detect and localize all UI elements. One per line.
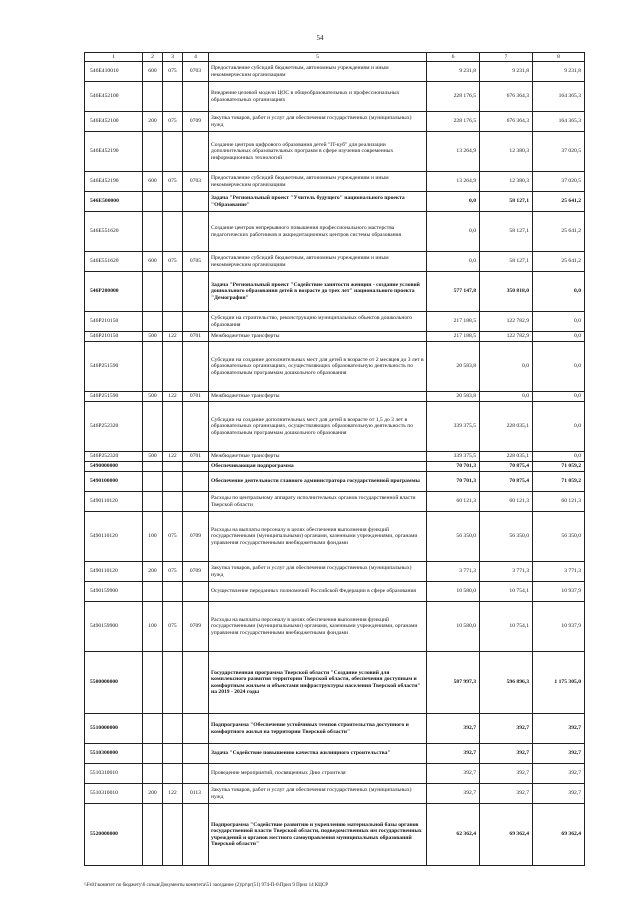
code-cell: 546E452100 — [85, 112, 143, 132]
section-cell — [143, 192, 163, 212]
value-2021-cell: 12 380,3 — [480, 172, 533, 192]
item-name-cell: Закупка товаров, работ и услуг для обеспечения государственных (муниципальных) нужд — [209, 562, 427, 582]
value-2021-cell: 228 035,1 — [480, 402, 533, 452]
target-cell — [183, 582, 209, 602]
value-2021-cell: 3 771,3 — [480, 562, 533, 582]
subsection-cell: 122 — [163, 392, 183, 402]
code-cell: 546E452190 — [85, 132, 143, 172]
target-cell: 0703 — [183, 62, 209, 82]
item-name-cell: Субсидии на строительство, реконструкцию муниципальных объектов дошкольного образования — [209, 312, 427, 332]
section-cell: 200 — [143, 562, 163, 582]
value-2020-cell: 228 176,5 — [427, 112, 480, 132]
section-cell: 600 — [143, 172, 163, 192]
value-2020-cell: 228 176,5 — [427, 82, 480, 112]
code-cell: 546P200000 — [85, 272, 143, 312]
section-cell — [143, 652, 163, 714]
section-cell: 100 — [143, 512, 163, 562]
table-row — [85, 212, 585, 252]
target-cell — [183, 402, 209, 452]
value-2022-cell: 71 059,2 — [533, 462, 585, 472]
subsection-cell: 075 — [163, 252, 183, 272]
subsection-cell: 075 — [163, 172, 183, 192]
code-cell: 5490159900 — [85, 602, 143, 652]
value-2022-cell: 3 771,3 — [533, 562, 585, 582]
value-2021-cell: 350 818,0 — [480, 272, 533, 312]
item-name-cell: Расходы на выплаты персоналу в целях обеспечения выполнения функций государственными (муниципальными) органами, казенными учреждениями, органами управления государственными внебюджетными фондами — [209, 512, 427, 562]
subsection-cell — [163, 462, 183, 472]
subsection-cell: 122 — [163, 452, 183, 462]
header-cell: 3 — [163, 53, 183, 62]
section-cell — [143, 342, 163, 392]
value-2022-cell: 37 020,5 — [533, 132, 585, 172]
item-name-cell: Задача "Региональный проект "Содействие занятости женщин - создание условий дошкольного образования детей в возрасте до трех лет" национального проекта "Демография" — [209, 272, 427, 312]
code-cell: 5490000000 — [85, 462, 143, 472]
section-cell — [143, 132, 163, 172]
subsection-cell: 075 — [163, 562, 183, 582]
item-name-cell: Предоставление субсидий бюджетным, автономным учреждениям и иным некоммерческим организациям — [209, 172, 427, 192]
value-2022-cell: 69 362,4 — [533, 804, 585, 866]
subsection-cell — [163, 212, 183, 252]
code-cell: 5520000000 — [85, 804, 143, 866]
code-cell: 546E500000 — [85, 192, 143, 212]
subsection-cell: 075 — [163, 512, 183, 562]
subsection-cell: 075 — [163, 112, 183, 132]
value-2022-cell: 25 641,2 — [533, 192, 585, 212]
table-row — [85, 62, 585, 82]
target-cell — [183, 312, 209, 332]
value-2021-cell: 596 896,3 — [480, 652, 533, 714]
subsection-cell: 122 — [163, 784, 183, 804]
section-cell — [143, 402, 163, 452]
target-cell: 0709 — [183, 512, 209, 562]
section-cell — [143, 472, 163, 492]
subsection-cell — [163, 312, 183, 332]
section-cell — [143, 212, 163, 252]
value-2020-cell: 339 375,5 — [427, 452, 480, 462]
value-2020-cell: 13 264,9 — [427, 132, 480, 172]
value-2020-cell: 217 188,5 — [427, 332, 480, 342]
value-2021-cell: 58 127,1 — [480, 252, 533, 272]
code-cell: 546E551620 — [85, 212, 143, 252]
table-row — [85, 492, 585, 512]
section-cell — [143, 804, 163, 866]
section-cell — [143, 82, 163, 112]
target-cell: 0113 — [183, 784, 209, 804]
header-cell: 8 — [533, 53, 585, 62]
value-2022-cell: 0,0 — [533, 402, 585, 452]
value-2022-cell: 10 937,9 — [533, 602, 585, 652]
code-cell: 5490110120 — [85, 512, 143, 562]
item-name-cell: Создание центров цифрового образования детей "IT-куб" для реализации дополнительных образовательных программ в сфере изучения современных информационных технологий — [209, 132, 427, 172]
table-row — [85, 392, 585, 402]
item-name-cell: Предоставление субсидий бюджетным, автономным учреждениям и иным некоммерческим организациям — [209, 252, 427, 272]
value-2020-cell: 20 583,8 — [427, 342, 480, 392]
target-cell: 0705 — [183, 252, 209, 272]
value-2022-cell: 392,7 — [533, 714, 585, 744]
value-2021-cell: 70 875,4 — [480, 472, 533, 492]
target-cell: 0701 — [183, 332, 209, 342]
value-2020-cell: 392,7 — [427, 784, 480, 804]
section-cell: 500 — [143, 452, 163, 462]
code-cell: 546P210150 — [85, 332, 143, 342]
table-row — [85, 472, 585, 492]
section-cell: 200 — [143, 784, 163, 804]
header-cell: 7 — [480, 53, 533, 62]
item-name-cell: Предоставление субсидий бюджетным, автономным учреждениям и иным некоммерческим организациям — [209, 62, 427, 82]
table-row — [85, 512, 585, 562]
value-2022-cell: 164 365,3 — [533, 82, 585, 112]
table-row — [85, 402, 585, 452]
target-cell — [183, 462, 209, 472]
subsection-cell — [163, 342, 183, 392]
section-cell: 600 — [143, 62, 163, 82]
target-cell — [183, 744, 209, 764]
code-cell: 546P210150 — [85, 312, 143, 332]
subsection-cell: 075 — [163, 602, 183, 652]
table-row — [85, 312, 585, 332]
value-2020-cell: 3 771,3 — [427, 562, 480, 582]
table-row — [85, 192, 585, 212]
value-2021-cell: 10 754,1 — [480, 582, 533, 602]
code-cell: 5490159900 — [85, 582, 143, 602]
section-cell — [143, 312, 163, 332]
value-2021-cell: 58 127,1 — [480, 212, 533, 252]
item-name-cell: Межбюджетные трансферты — [209, 392, 427, 402]
code-cell: 546E452100 — [85, 82, 143, 112]
value-2022-cell: 0,0 — [533, 312, 585, 332]
value-2022-cell: 60 121,3 — [533, 492, 585, 512]
value-2021-cell: 676 364,3 — [480, 82, 533, 112]
code-cell: 5500000000 — [85, 652, 143, 714]
code-cell: 5490100000 — [85, 472, 143, 492]
value-2021-cell: 122 782,9 — [480, 312, 533, 332]
value-2021-cell: 392,7 — [480, 784, 533, 804]
target-cell — [183, 82, 209, 112]
section-cell: 100 — [143, 602, 163, 652]
table-row — [85, 804, 585, 866]
file-path-footer: \\Fs01\комитет по бюджету\6 созыв\Документы комитета\51 заседание (2)\pr\pr(51) 974-П-6\Прил 9 Прил 14 КЦСР — [84, 883, 328, 888]
value-2021-cell: 228 035,1 — [480, 452, 533, 462]
section-cell — [143, 714, 163, 744]
value-2020-cell: 392,7 — [427, 744, 480, 764]
target-cell: 0701 — [183, 392, 209, 402]
table-row — [85, 252, 585, 272]
value-2021-cell: 56 350,0 — [480, 512, 533, 562]
value-2022-cell: 9 231,8 — [533, 62, 585, 82]
value-2022-cell: 25 641,2 — [533, 212, 585, 252]
value-2020-cell: 0,0 — [427, 252, 480, 272]
table-row — [85, 332, 585, 342]
budget-table — [84, 52, 585, 866]
table-row — [85, 582, 585, 602]
target-cell — [183, 492, 209, 512]
value-2021-cell: 392,7 — [480, 744, 533, 764]
value-2020-cell: 56 350,0 — [427, 512, 480, 562]
code-cell: 546P252320 — [85, 452, 143, 462]
target-cell — [183, 804, 209, 866]
subsection-cell — [163, 804, 183, 866]
item-name-cell: Субсидии на создание дополнительных мест для детей в возрасте от 1,5 до 3 лет в образовательных организациях, осуществляющих образовательную деятельность по образовательным программам дошкольного образования — [209, 402, 427, 452]
item-name-cell: Межбюджетные трансферты — [209, 332, 427, 342]
item-name-cell: Межбюджетные трансферты — [209, 452, 427, 462]
item-name-cell: Государственная программа Тверской области "Создание условий для комплексного развития территории Тверской области, обеспечения доступным и комфортным жильем и объектами инфраструктуры населения Тверской области" на 2019 - 2024 годы — [209, 652, 427, 714]
value-2022-cell: 0,0 — [533, 332, 585, 342]
value-2021-cell: 70 875,4 — [480, 462, 533, 472]
item-name-cell: Задача "Региональный проект "Учитель будущего" национального проекта "Образование" — [209, 192, 427, 212]
value-2022-cell: 1 175 305,0 — [533, 652, 585, 714]
value-2020-cell: 60 121,3 — [427, 492, 480, 512]
item-name-cell: Внедрение целевой модели ЦОС в общеобразовательных и профессиональных образовательных организациях — [209, 82, 427, 112]
value-2020-cell: 70 701,3 — [427, 462, 480, 472]
table-row — [85, 784, 585, 804]
value-2022-cell: 0,0 — [533, 272, 585, 312]
code-cell: 546P251590 — [85, 342, 143, 392]
value-2020-cell: 0,0 — [427, 212, 480, 252]
item-name-cell: Подпрограмма "Обеспечение устойчивых темпов строительства доступного и комфортного жилья на территории Тверской области" — [209, 714, 427, 744]
value-2021-cell: 122 782,9 — [480, 332, 533, 342]
target-cell — [183, 764, 209, 784]
subsection-cell — [163, 472, 183, 492]
value-2020-cell: 10 580,0 — [427, 582, 480, 602]
value-2021-cell: 12 380,3 — [480, 132, 533, 172]
table-row — [85, 652, 585, 714]
section-cell — [143, 272, 163, 312]
page-number: 54 — [316, 34, 324, 42]
header-cell: 1 — [85, 53, 143, 62]
value-2021-cell: 69 362,4 — [480, 804, 533, 866]
value-2022-cell: 392,7 — [533, 764, 585, 784]
table-row — [85, 462, 585, 472]
target-cell — [183, 192, 209, 212]
item-name-cell: Подпрограмма "Содействие развитию и укреплению материальной базы органов государственной власти Тверской области, подведомственных им государственных учреждений и органов местного самоуправления муниципальных образований Тверской области" — [209, 804, 427, 866]
value-2022-cell: 392,7 — [533, 784, 585, 804]
section-cell — [143, 582, 163, 602]
value-2020-cell: 10 580,0 — [427, 602, 480, 652]
table-row — [85, 714, 585, 744]
value-2020-cell: 13 264,9 — [427, 172, 480, 192]
value-2022-cell: 0,0 — [533, 342, 585, 392]
value-2020-cell: 577 147,8 — [427, 272, 480, 312]
target-cell — [183, 652, 209, 714]
value-2021-cell: 9 231,8 — [480, 62, 533, 82]
table-row — [85, 562, 585, 582]
target-cell — [183, 272, 209, 312]
target-cell — [183, 472, 209, 492]
subsection-cell — [163, 582, 183, 602]
header-cell: 2 — [143, 53, 163, 62]
value-2021-cell: 0,0 — [480, 342, 533, 392]
target-cell: 0709 — [183, 562, 209, 582]
table-row — [85, 764, 585, 784]
target-cell — [183, 714, 209, 744]
header-cell: 5 — [209, 53, 427, 62]
code-cell: 546E551620 — [85, 252, 143, 272]
subsection-cell: 075 — [163, 62, 183, 82]
value-2022-cell: 0,0 — [533, 392, 585, 402]
item-name-cell: Проведение мероприятий, посвященных Дню строителя — [209, 764, 427, 784]
code-cell: 546P251590 — [85, 392, 143, 402]
target-cell — [183, 212, 209, 252]
code-cell: 5490110120 — [85, 562, 143, 582]
header-row — [85, 53, 585, 62]
subsection-cell — [163, 132, 183, 172]
value-2020-cell: 339 375,5 — [427, 402, 480, 452]
item-name-cell: Закупка товаров, работ и услуг для обеспечения государственных (муниципальных) нужд — [209, 112, 427, 132]
value-2021-cell: 0,0 — [480, 392, 533, 402]
value-2021-cell: 10 754,1 — [480, 602, 533, 652]
section-cell — [143, 492, 163, 512]
item-name-cell: Создание центров непрерывного повышения профессионального мастерства педагогических работников и аккредитационных центров системы образования — [209, 212, 427, 252]
section-cell: 500 — [143, 392, 163, 402]
target-cell: 0709 — [183, 602, 209, 652]
item-name-cell: Расходы по центральному аппарату исполнительных органов государственной власти Тверской области — [209, 492, 427, 512]
table-row — [85, 602, 585, 652]
value-2020-cell: 70 701,3 — [427, 472, 480, 492]
header-cell: 6 — [427, 53, 480, 62]
subsection-cell — [163, 192, 183, 212]
subsection-cell — [163, 764, 183, 784]
code-cell: 546E410010 — [85, 62, 143, 82]
code-cell: 5490110120 — [85, 492, 143, 512]
target-cell — [183, 132, 209, 172]
value-2022-cell: 164 365,3 — [533, 112, 585, 132]
value-2020-cell: 217 188,5 — [427, 312, 480, 332]
subsection-cell — [163, 652, 183, 714]
value-2022-cell: 71 059,2 — [533, 472, 585, 492]
target-cell: 0703 — [183, 172, 209, 192]
subsection-cell — [163, 402, 183, 452]
item-name-cell: Расходы на выплаты персоналу в целях обеспечения выполнения функций государственными (муниципальными) органами, казенными учреждениями, органами управления государственными внебюджетными фондами — [209, 602, 427, 652]
subsection-cell: 122 — [163, 332, 183, 342]
subsection-cell — [163, 82, 183, 112]
value-2021-cell: 676 364,3 — [480, 112, 533, 132]
value-2020-cell: 0,0 — [427, 192, 480, 212]
target-cell: 0701 — [183, 452, 209, 462]
value-2022-cell: 25 641,2 — [533, 252, 585, 272]
item-name-cell: Закупка товаров, работ и услуг для обеспечения государственных (муниципальных) нужд — [209, 784, 427, 804]
table-row — [85, 132, 585, 172]
header-cell: 4 — [183, 53, 209, 62]
target-cell — [183, 342, 209, 392]
code-cell: 5510300000 — [85, 744, 143, 764]
code-cell: 5510310010 — [85, 784, 143, 804]
code-cell: 546P252320 — [85, 402, 143, 452]
value-2020-cell: 62 362,4 — [427, 804, 480, 866]
value-2021-cell: 392,7 — [480, 714, 533, 744]
value-2022-cell: 56 350,0 — [533, 512, 585, 562]
value-2022-cell: 0,0 — [533, 452, 585, 462]
item-name-cell: Обеспечивающая подпрограмма — [209, 462, 427, 472]
value-2021-cell: 58 127,1 — [480, 192, 533, 212]
value-2021-cell: 392,7 — [480, 764, 533, 784]
value-2020-cell: 9 231,8 — [427, 62, 480, 82]
section-cell — [143, 764, 163, 784]
item-name-cell: Субсидии на создание дополнительных мест для детей в возрасте от 2 месяцев до 3 лет в образовательных организациях, осуществляющих образовательную деятельность по образовательным программам дошкольного образования — [209, 342, 427, 392]
code-cell: 5510000000 — [85, 714, 143, 744]
item-name-cell: Задача "Содействие повышению качества жилищного строительства" — [209, 744, 427, 764]
section-cell — [143, 462, 163, 472]
table-row — [85, 112, 585, 132]
code-cell: 546E452190 — [85, 172, 143, 192]
code-cell: 5510310010 — [85, 764, 143, 784]
subsection-cell — [163, 272, 183, 312]
item-name-cell: Осуществление переданных полномочий Российской Федерации в сфере образования — [209, 582, 427, 602]
section-cell: 500 — [143, 332, 163, 342]
value-2020-cell: 392,7 — [427, 714, 480, 744]
value-2022-cell: 37 020,5 — [533, 172, 585, 192]
value-2020-cell: 20 583,8 — [427, 392, 480, 402]
table-row — [85, 452, 585, 462]
section-cell: 600 — [143, 252, 163, 272]
value-2021-cell: 60 121,3 — [480, 492, 533, 512]
value-2020-cell: 587 997,3 — [427, 652, 480, 714]
table-row — [85, 172, 585, 192]
subsection-cell — [163, 744, 183, 764]
section-cell — [143, 744, 163, 764]
table-row — [85, 82, 585, 112]
subsection-cell — [163, 492, 183, 512]
target-cell: 0709 — [183, 112, 209, 132]
table-row — [85, 744, 585, 764]
value-2020-cell: 392,7 — [427, 764, 480, 784]
item-name-cell: Обеспечение деятельности главного администратора государственной программы — [209, 472, 427, 492]
subsection-cell — [163, 714, 183, 744]
table-row — [85, 342, 585, 392]
value-2022-cell: 392,7 — [533, 744, 585, 764]
table-row — [85, 272, 585, 312]
value-2022-cell: 10 937,9 — [533, 582, 585, 602]
section-cell: 200 — [143, 112, 163, 132]
